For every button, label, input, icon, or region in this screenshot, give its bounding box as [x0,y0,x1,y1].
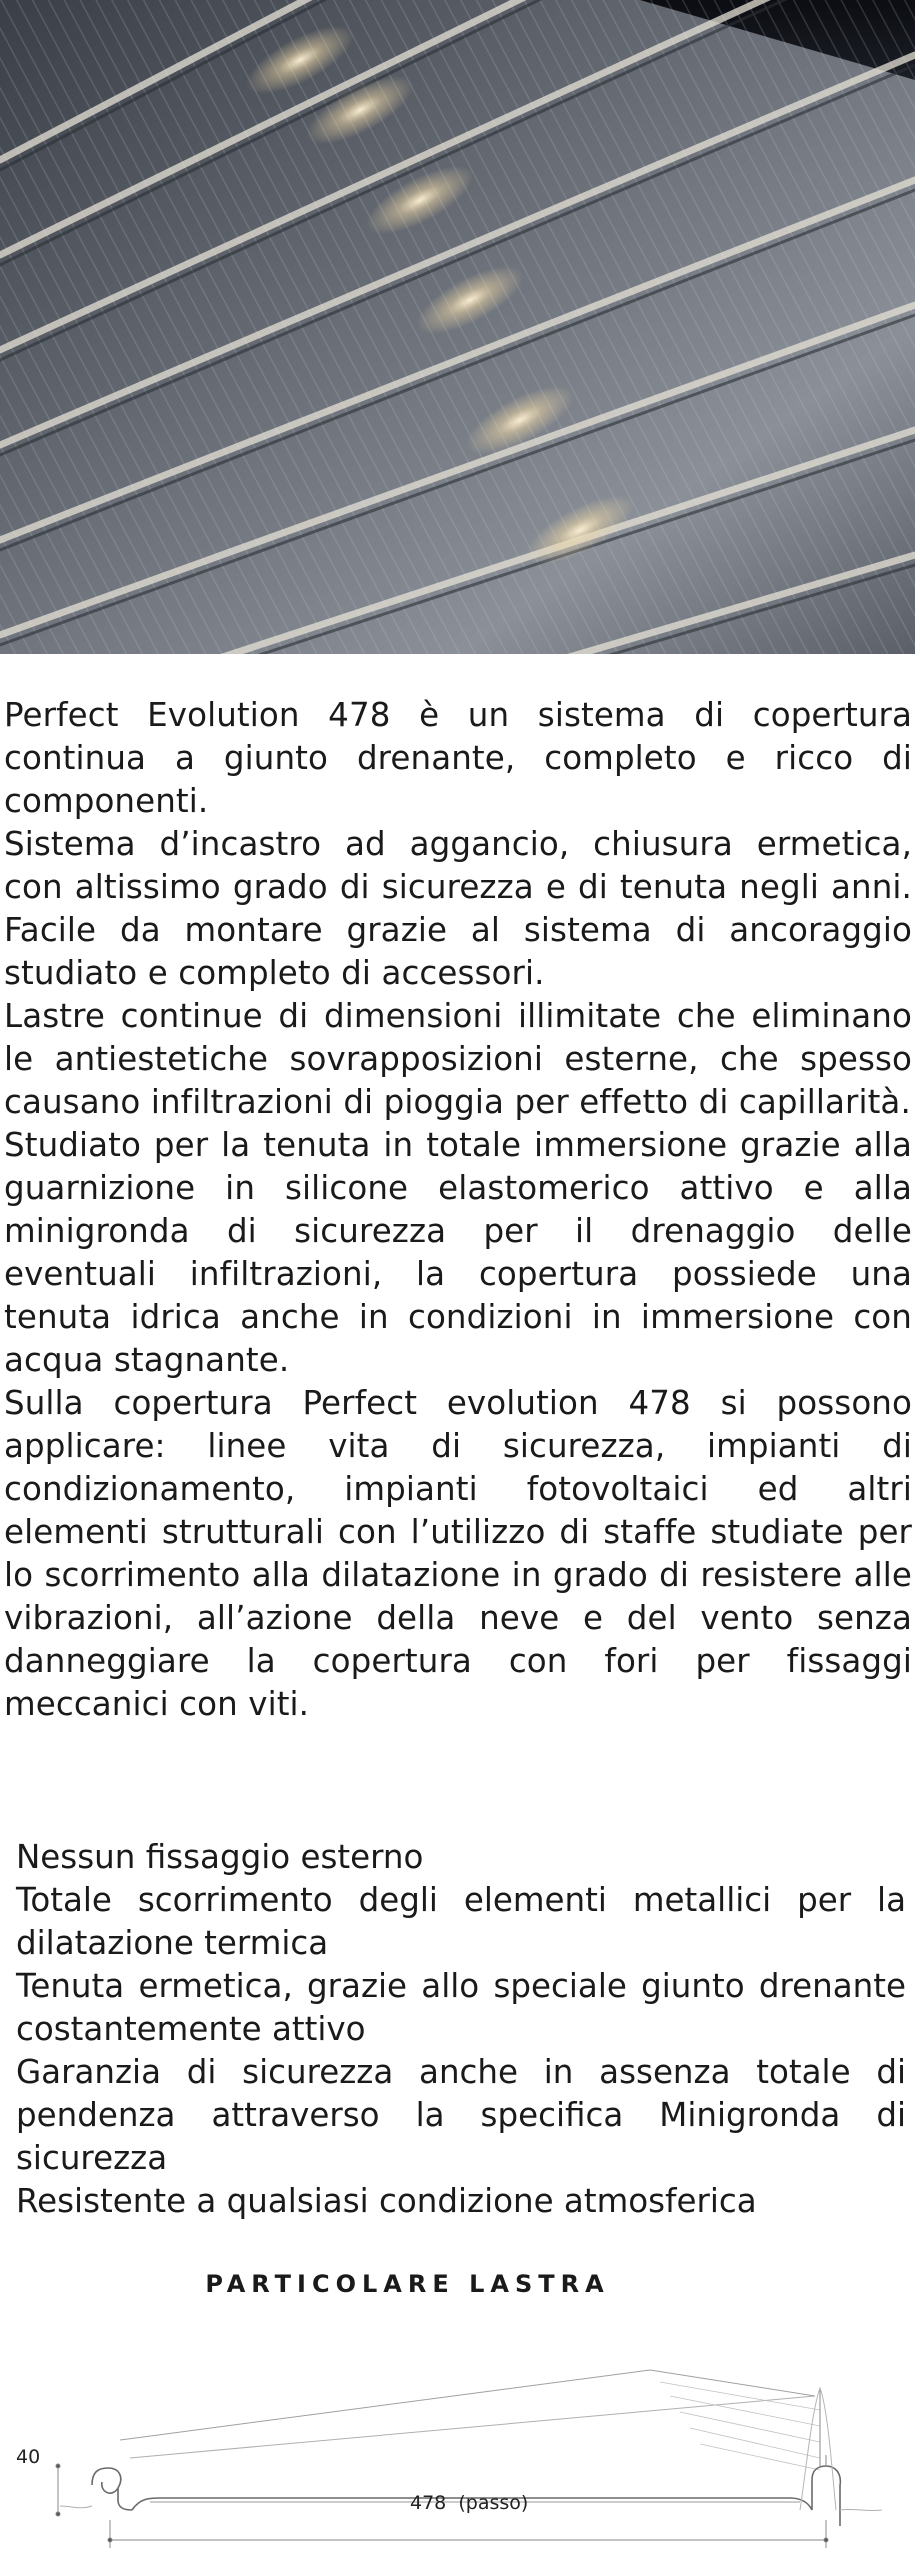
hero-roof-image [0,0,915,654]
feature-item-4: Garanzia di sicurezza anche in assenza totale di pendenza attraverso la specifica Minigronda di sicurezza [16,2053,906,2177]
description-paragraph-2: Sistema d’incastro ad aggancio, chiusura ermetica, con altissimo grado di sicurezza e di tenuta negli anni. Facile da montare grazie al sistema di ancoraggio studiato e completo di accessori. [4,825,912,992]
feature-item-5: Resistente a qualsiasi condizione atmosferica [16,2182,757,2220]
feature-item-1: Nessun fissaggio esterno [16,1838,424,1876]
feature-item-3: Tenuta ermetica, grazie allo speciale giunto drenante costantemente attivo [16,1967,906,2048]
panel-profile-svg [0,2330,920,2560]
description-paragraph-3: Lastre continue di dimensioni illimitate che eliminano le antiestetiche sovrapposizioni esterne, che spesso causano infiltrazioni di pioggia per effetto di capillarità. [4,997,912,1121]
description-paragraph-4: Studiato per la tenuta in totale immersione grazie alla guarnizione in silicone elastomerico attivo e alla minigronda di sicurezza per il drenaggio delle eventuali infiltrazioni, la copertura possiede una tenuta idrica anche in condizioni in immersione con acqua stagnante. [4,1126,912,1379]
detail-title: PARTICOLARE LASTRA [205,2270,610,2298]
roof-panels-illustration [0,0,915,654]
feature-item-2: Totale scorrimento degli elementi metallici per la dilatazione termica [16,1881,906,1962]
description-paragraph-1: Perfect Evolution 478 è un sistema di copertura continua a giunto drenante, completo e ricco di componenti. [4,696,912,820]
dimension-pitch-label: 478 (passo) [410,2492,529,2514]
description-paragraph-5: Sulla copertura Perfect evolution 478 si possono applicare: linee vita di sicurezza, impianti di condizionamento, impianti fotovoltaici ed altri elementi strutturali con l’utilizzo di staffe studiate per lo scorrimento alla dilatazione in grado di resistere alle vibrazioni, all’azione della neve e del vento senza danneggiare la copertura con fori per fissaggi meccanici con viti. [4,1384,912,1723]
feature-list [16,1836,906,2223]
panel-profile-drawing [0,2330,920,2560]
description-text [4,694,912,1726]
dimension-height-label: 40 [16,2446,41,2468]
